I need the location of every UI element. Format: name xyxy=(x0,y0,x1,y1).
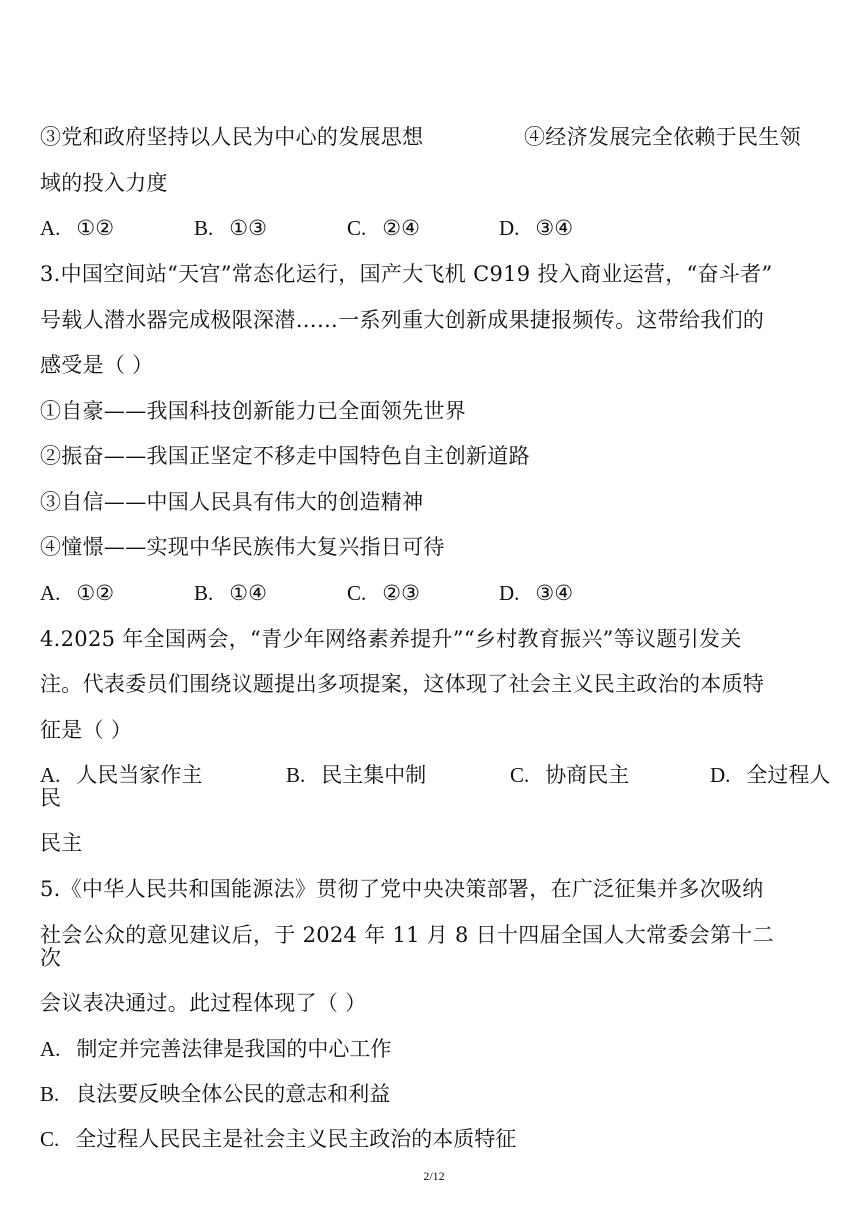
q4-stem-line-3: 征是（ ） xyxy=(40,718,133,742)
q2-statement-4-wrap: 域的投入力度 xyxy=(40,171,168,195)
q3-option-b: B. ①④ xyxy=(194,581,267,605)
q5-stem-line-2: 社会公众的意见建议后，于 2024 年 11 月 8 日十四届全国人大常委会第十二 xyxy=(40,923,774,947)
page-number: 2/12 xyxy=(423,1169,445,1183)
q3-option-d: D. ③④ xyxy=(499,581,574,605)
q3-stem-line-2: 号载人潜水器完成极限深潜……一系列重大创新成果捷报频传。这带给我们的 xyxy=(40,308,765,332)
q2-statement-4: ④经济发展完全依赖于民生领 xyxy=(524,125,801,149)
q5-stem-line-3: 次 xyxy=(40,946,62,970)
q2-statement-3: ③党和政府坚持以人民为中心的发展思想 xyxy=(40,125,424,149)
q3-stem-line-3: 感受是（ ） xyxy=(40,353,154,377)
q5-option-c: C. 全过程人民民主是社会主义民主政治的本质特征 xyxy=(40,1127,517,1151)
q3-statement-1: ①自豪——我国科技创新能力已全面领先世界 xyxy=(40,399,466,423)
q3-stem-line-1: 3.中国空间站“天宫”常态化运行，国产大飞机 C919 投入商业运营，“奋斗者” xyxy=(40,262,773,286)
q3-option-c: C. ②③ xyxy=(347,581,420,605)
q4-stem-line-1: 4.2025 年全国两会，“青少年网络素养提升”“乡村教育振兴”等议题引发关 xyxy=(40,627,742,651)
q4-option-c: C. 协商民主 xyxy=(510,763,630,787)
q4-option-a: A. 人民当家作主 xyxy=(40,763,203,787)
q4-option-b: B. 民主集中制 xyxy=(286,763,427,787)
q4-option-d-wrap-2: 民主 xyxy=(40,831,83,855)
q2-option-c: C. ②④ xyxy=(347,216,420,240)
q3-statement-4: ④憧憬——实现中华民族伟大复兴指日可待 xyxy=(40,535,445,559)
q5-option-b: B. 良法要反映全体公民的意志和利益 xyxy=(40,1082,391,1106)
q2-option-d: D. ③④ xyxy=(499,216,574,240)
q4-option-d-wrap-1: 民 xyxy=(40,786,62,810)
q2-statement-line xyxy=(40,123,423,151)
q2-option-a: A. ①② xyxy=(40,216,115,240)
q2-option-b: B. ①③ xyxy=(194,216,267,240)
q4-option-d: D. 全过程人 xyxy=(710,763,831,787)
q3-option-a: A. ①② xyxy=(40,581,115,605)
q4-stem-line-2: 注。代表委员们围绕议题提出多项提案，这体现了社会主义民主政治的本质特 xyxy=(40,672,765,696)
q5-option-a: A. 制定并完善法律是我国的中心工作 xyxy=(40,1037,392,1061)
q5-stem-line-4: 会议表决通过。此过程体现了（ ） xyxy=(40,991,367,1015)
q5-stem-line-1: 5.《中华人民共和国能源法》贯彻了党中央决策部署，在广泛征集并多次吸纳 xyxy=(40,877,764,901)
q3-statement-2: ②振奋——我国正坚定不移走中国特色自主创新道路 xyxy=(40,444,530,468)
q3-statement-3: ③自信——中国人民具有伟大的创造精神 xyxy=(40,490,424,514)
